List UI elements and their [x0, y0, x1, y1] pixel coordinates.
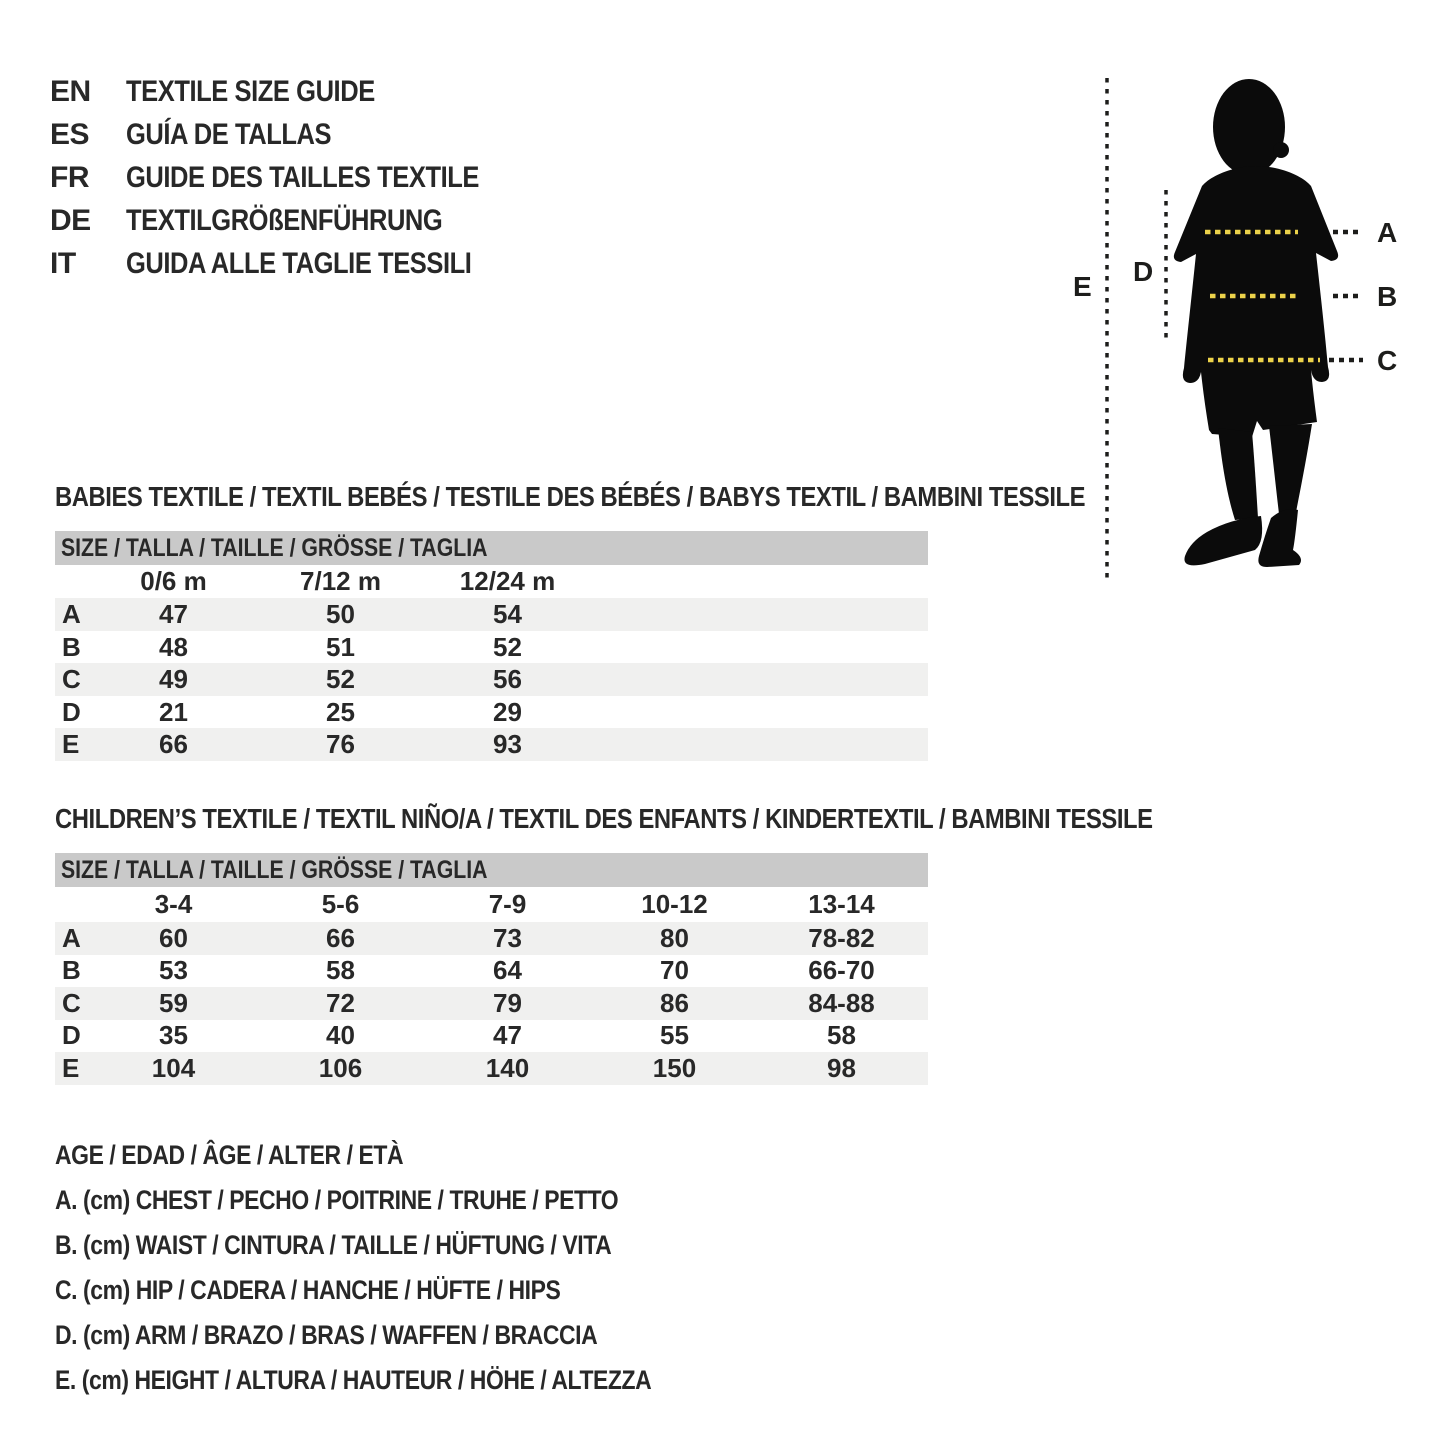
table-row [55, 1019, 928, 1052]
table-cell: 86 [660, 988, 689, 1018]
silhouette-right-leg [1269, 424, 1312, 514]
legend-text: B. (cm) WAIST / CINTURA / TAILLE / HÜFTUNG / VITA [55, 1230, 612, 1260]
column-header: 7-9 [488, 889, 527, 919]
table-cell: 73 [493, 923, 522, 953]
column-header: 13-14 [808, 889, 875, 919]
table-cell: 78-82 [808, 923, 875, 953]
legend-text: A. (cm) CHEST / PECHO / POITRINE / TRUHE / PETTO [55, 1185, 619, 1215]
lang-row-es [50, 113, 541, 156]
table-row [55, 987, 928, 1020]
lang-row-it [50, 242, 541, 285]
table-cell: 56 [493, 664, 522, 694]
table-cell: 50 [326, 599, 355, 629]
row-letter: C [62, 664, 81, 694]
table-cell: 59 [159, 988, 188, 1018]
table-cell: 72 [326, 988, 355, 1018]
column-header: 12/24 m [459, 566, 556, 596]
table-cell: 40 [326, 1020, 355, 1050]
row-letter: D [62, 1020, 81, 1050]
lang-title: GUIDA ALLE TAGLIE TESSILI [126, 246, 472, 280]
table-cell: 98 [827, 1053, 856, 1083]
table-cell: 66 [159, 729, 188, 759]
lang-code: ES [50, 117, 90, 151]
silhouette-torso [1174, 166, 1338, 437]
table-cell: 51 [326, 632, 355, 662]
table-cell: 25 [326, 697, 355, 727]
lang-code: FR [50, 160, 89, 194]
table-cell: 93 [493, 729, 522, 759]
column-header: 7/12 m [300, 566, 381, 596]
table-row [55, 598, 928, 631]
row-letter: E [62, 729, 80, 759]
lang-row-fr [50, 156, 541, 199]
table-cell: 58 [326, 955, 355, 985]
table-cell: 79 [493, 988, 522, 1018]
table-cell: 48 [159, 632, 188, 662]
measurement-legend [55, 1133, 756, 1403]
babies-size-header-text: SIZE / TALLA / TAILLE / GRÖSSE / TAGLIA [60, 533, 488, 562]
language-header [50, 70, 541, 285]
table-row [55, 954, 928, 987]
children-column-header-row [55, 888, 928, 921]
silhouette-left-shoe [1184, 516, 1262, 565]
table-cell: 76 [326, 729, 355, 759]
table-cell: 52 [326, 664, 355, 694]
table-cell: 84-88 [808, 988, 875, 1018]
legend-text: E. (cm) HEIGHT / ALTURA / HAUTEUR / HÖHE / ALTEZZA [55, 1365, 652, 1395]
row-letter: E [62, 1053, 80, 1083]
table-cell: 150 [652, 1053, 697, 1083]
legend-line-hip [55, 1268, 756, 1313]
lang-row-en [50, 70, 541, 113]
row-letter: B [62, 955, 81, 985]
table-cell: 66 [326, 923, 355, 953]
legend-line-height [55, 1358, 756, 1403]
column-header: 10-12 [641, 889, 708, 919]
table-row [55, 1052, 928, 1085]
table-cell: 60 [159, 923, 188, 953]
figure-label-d: D [1133, 256, 1154, 287]
legend-line-waist [55, 1223, 756, 1268]
legend-line-arm [55, 1313, 756, 1358]
table-cell: 35 [159, 1020, 188, 1050]
figure-label-b: B [1377, 281, 1398, 312]
lang-title: GUIDE DES TAILLES TEXTILE [126, 160, 480, 194]
children-section-title-text: CHILDREN’S TEXTILE / TEXTIL NIÑO/A / TEXTIL DES ENFANTS / KINDERTEXTIL / BAMBINI TESSILE [55, 803, 1153, 834]
table-cell: 106 [318, 1053, 363, 1083]
lang-title: GUÍA DE TALLAS [126, 117, 332, 151]
table-row [55, 663, 928, 696]
legend-text: C. (cm) HIP / CADERA / HANCHE / HÜFTE / HIPS [55, 1275, 561, 1305]
table-cell: 66-70 [808, 955, 875, 985]
column-header: 5-6 [321, 889, 360, 919]
lang-code: EN [50, 74, 91, 108]
table-cell: 80 [660, 923, 689, 953]
row-letter: A [62, 923, 81, 953]
children-size-header-text: SIZE / TALLA / TAILLE / GRÖSSE / TAGLIA [60, 855, 488, 884]
silhouette-head [1213, 79, 1285, 175]
babies-section-title-text: BABIES TEXTILE / TEXTIL BEBÉS / TESTILE DES BÉBÉS / BABYS TEXTIL / BAMBINI TESSILE [55, 481, 1086, 512]
babies-section-title [55, 480, 1267, 514]
table-cell: 53 [159, 955, 188, 985]
lang-title: TEXTILGRÖßENFÜHRUNG [126, 203, 443, 237]
figure-label-a: A [1377, 217, 1398, 248]
table-cell: 52 [493, 632, 522, 662]
table-cell: 104 [151, 1053, 196, 1083]
column-header: 3-4 [154, 889, 193, 919]
lang-row-de [50, 199, 541, 242]
legend-line-chest [55, 1178, 756, 1223]
silhouette-ear [1273, 142, 1289, 158]
lang-title: TEXTILE SIZE GUIDE [126, 74, 375, 108]
table-cell: 29 [493, 697, 522, 727]
table-cell: 49 [159, 664, 188, 694]
table-cell: 21 [159, 697, 188, 727]
measurement-figure [1055, 70, 1445, 595]
figure-label-e: E [1073, 271, 1092, 302]
babies-column-header-row [55, 565, 928, 598]
legend-text: D. (cm) ARM / BRAZO / BRAS / WAFFEN / BRACCIA [55, 1320, 598, 1350]
row-letter: D [62, 697, 81, 727]
babies-size-header-bar [55, 531, 928, 565]
lang-code: DE [50, 203, 91, 237]
figure-label-c: C [1377, 345, 1398, 376]
children-section-title [55, 802, 1346, 836]
column-header: 0/6 m [140, 566, 207, 596]
row-letter: A [62, 599, 81, 629]
row-letter: B [62, 632, 81, 662]
legend-text: AGE / EDAD / ÂGE / ALTER / ETÀ [55, 1140, 404, 1170]
legend-line-age [55, 1133, 756, 1178]
table-cell: 70 [660, 955, 689, 985]
children-size-header-bar [55, 853, 928, 887]
table-row [55, 728, 928, 761]
table-cell: 64 [493, 955, 522, 985]
lang-code: IT [50, 246, 76, 280]
silhouette-right-shoe [1258, 509, 1301, 567]
table-cell: 54 [493, 599, 522, 629]
table-row [55, 922, 928, 955]
table-row [55, 696, 928, 729]
table-row [55, 631, 928, 664]
table-cell: 47 [493, 1020, 522, 1050]
row-letter: C [62, 988, 81, 1018]
table-cell: 140 [485, 1053, 530, 1083]
table-cell: 58 [827, 1020, 856, 1050]
table-cell: 47 [159, 599, 188, 629]
table-cell: 55 [660, 1020, 689, 1050]
